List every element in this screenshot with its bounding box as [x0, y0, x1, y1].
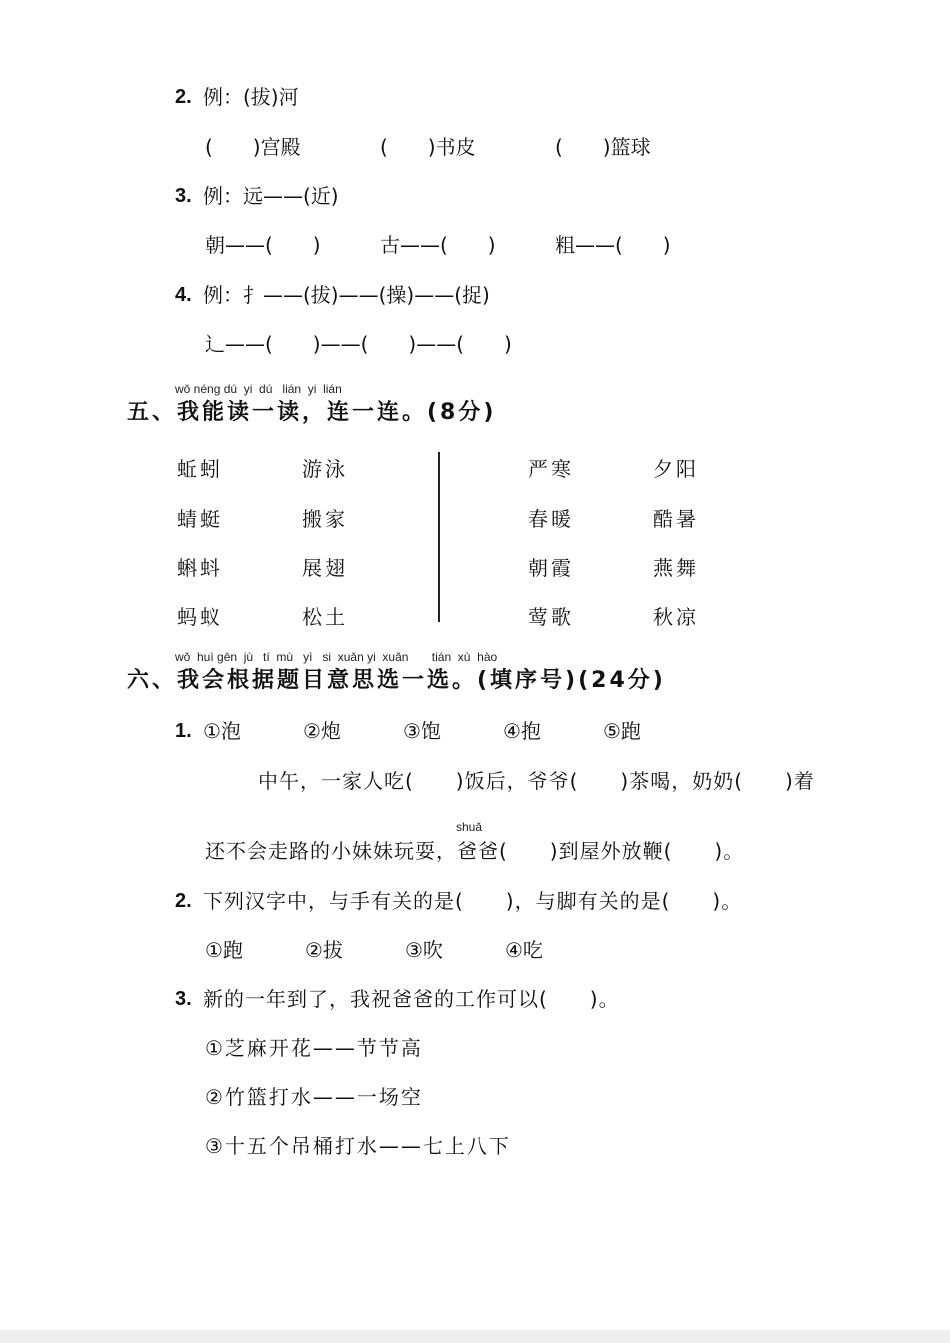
- s6-q1-number: 1.: [175, 720, 192, 742]
- q3-item: 朝——( ): [205, 233, 321, 257]
- s6-q3-text: 新的一年到了，我祝爸爸的工作可以( )。: [203, 987, 620, 1011]
- word: 酷暑: [653, 507, 699, 531]
- q2-item: ( )篮球: [555, 135, 651, 159]
- word: 搬家: [302, 507, 348, 531]
- q3-number: 3.: [175, 185, 192, 207]
- word: 蝌蚪: [177, 556, 223, 580]
- word: 秋凉: [653, 605, 699, 629]
- option: ③吹: [405, 938, 443, 962]
- s6-q1-line1: 中午，一家人吃( )饭后，爷爷( )茶喝，奶奶( )着: [258, 769, 815, 793]
- q4-example: 例：扌——(拔)——(操)——(捉): [203, 283, 490, 307]
- word: 蚯蚓: [177, 457, 223, 481]
- divider-line: [438, 452, 440, 622]
- word: 夕阳: [653, 457, 699, 481]
- q4-number: 4.: [175, 284, 192, 306]
- s6-q2-number: 2.: [175, 890, 192, 912]
- section5-title: 五、我能读一读，连一连。(8分): [127, 400, 497, 425]
- word: 朝霞: [528, 556, 574, 580]
- word: 燕舞: [653, 556, 699, 580]
- word: 蚂蚁: [177, 605, 223, 629]
- option: ①泡: [203, 719, 241, 743]
- word: 蜻蜓: [177, 507, 223, 531]
- word: 严寒: [528, 457, 574, 481]
- word: 游泳: [302, 457, 348, 481]
- q2-example: 例：(拔)河: [203, 85, 299, 109]
- option: ①跑: [205, 938, 243, 962]
- q2-number: 2.: [175, 86, 192, 108]
- option: ③饱: [403, 719, 441, 743]
- section6-pinyin: wǒ huì gēn jù tí mù yì si xuǎn yi xuǎn tián xù hào: [175, 650, 498, 664]
- q3-item: 古——( ): [380, 233, 496, 257]
- option: ①芝麻开花——节节高: [205, 1036, 423, 1060]
- option: ④抱: [503, 719, 541, 743]
- q2-item: ( )宫殿: [205, 135, 301, 159]
- s6-q2-text: 下列汉字中，与手有关的是( )，与脚有关的是( )。: [203, 889, 743, 913]
- q3-item: 粗——( ): [555, 233, 671, 257]
- s6-q1-line2: 还不会走路的小妹妹玩耍，爸爸( )到屋外放鞭( )。: [205, 839, 745, 863]
- word: 莺歌: [528, 605, 574, 629]
- option: ②拔: [305, 938, 343, 962]
- option: ③十五个吊桶打水——七上八下: [205, 1134, 511, 1158]
- word: 松土: [302, 605, 348, 629]
- q2-item: ( )书皮: [380, 135, 476, 159]
- section6-title: 六、我会根据题目意思选一选。(填序号)(24分): [127, 668, 666, 693]
- option: ④吃: [505, 938, 543, 962]
- option: ②竹篮打水——一场空: [205, 1085, 423, 1109]
- s6-q3-number: 3.: [175, 988, 192, 1010]
- word: 展翅: [302, 556, 348, 580]
- pinyin-shua: shuǎ: [456, 820, 483, 834]
- q4-row: 辶——( )——( )——( ): [205, 332, 512, 356]
- page-bottom-edge: [0, 1330, 950, 1343]
- option: ⑤跑: [603, 719, 641, 743]
- q3-example: 例：远——(近): [203, 184, 339, 208]
- word: 春暖: [528, 507, 574, 531]
- section5-pinyin: wǒ néng dú yi dú lián yi lián: [175, 382, 342, 396]
- option: ②炮: [303, 719, 341, 743]
